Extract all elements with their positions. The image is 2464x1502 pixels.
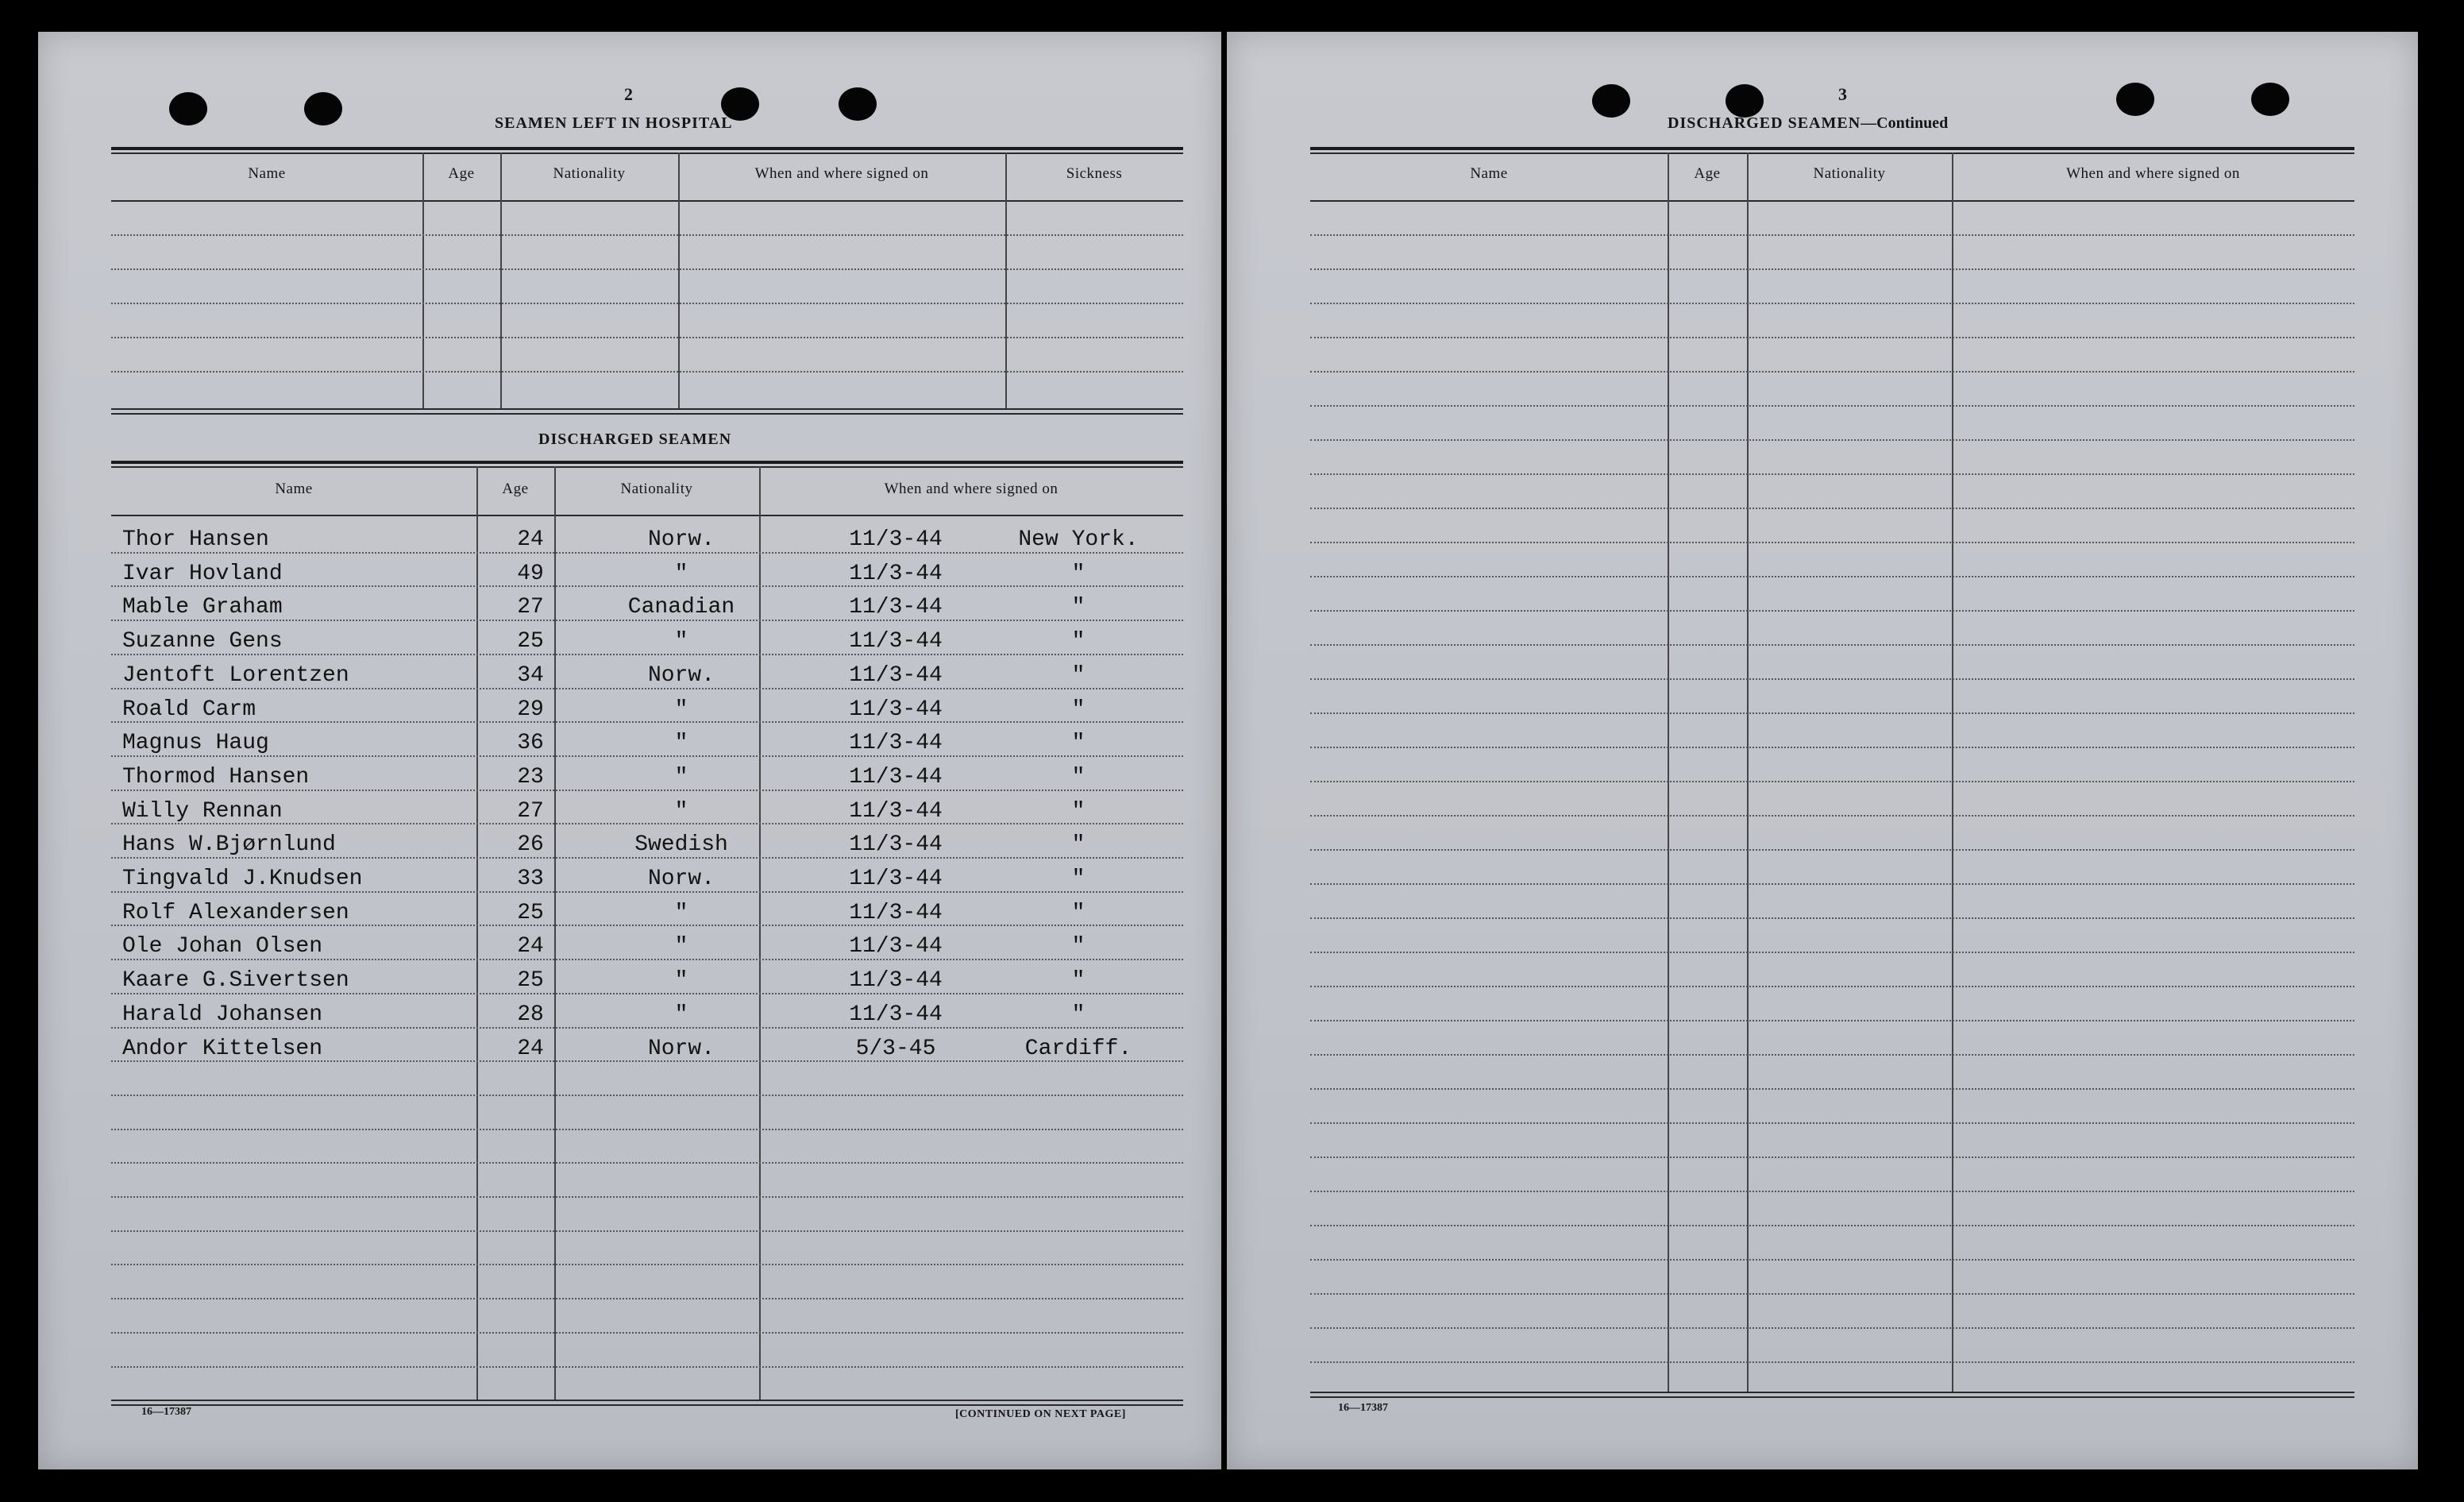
row-rule xyxy=(1310,1293,2354,1295)
seaman-nationality: " xyxy=(674,731,688,756)
row-rule xyxy=(111,1366,1183,1368)
row-rule xyxy=(111,1230,1183,1232)
rule xyxy=(111,200,1183,202)
row-rule xyxy=(1310,1327,2354,1329)
row-rule xyxy=(1310,712,2354,714)
row-rule xyxy=(111,337,1183,338)
seaman-nationality: Norw. xyxy=(647,867,715,891)
hospital-header-signed-on: When and where signed on xyxy=(754,165,929,182)
seaman-place: " xyxy=(1071,629,1085,654)
row-rule xyxy=(1310,815,2354,817)
row-rule xyxy=(1310,1259,2354,1261)
discharged-continued-title xyxy=(1668,114,1948,133)
seaman-name: Ivar Hovland xyxy=(122,561,283,586)
column-rule xyxy=(1747,153,1749,1392)
seaman-age: 23 xyxy=(517,764,544,790)
seaman-nationality: Norw. xyxy=(647,662,715,688)
seaman-date: 11/3-44 xyxy=(849,527,943,552)
row-rule xyxy=(1310,1225,2354,1226)
seaman-date: 11/3-44 xyxy=(849,731,943,756)
page-number: 2 xyxy=(624,84,633,104)
column-rule xyxy=(678,153,680,408)
seaman-age: 34 xyxy=(517,662,544,688)
seaman-date: 11/3-44 xyxy=(849,697,943,722)
row-rule xyxy=(111,790,1183,791)
seaman-age: 29 xyxy=(517,697,544,722)
seaman-age: 25 xyxy=(517,629,544,654)
hospital-header-sickness: Sickness xyxy=(1066,165,1123,182)
punch-hole xyxy=(1726,84,1764,118)
rule xyxy=(1310,147,2354,150)
column-rule xyxy=(500,153,502,408)
seaman-date: 11/3-44 xyxy=(849,968,943,994)
form-code: 16—17387 xyxy=(141,1406,191,1418)
seaman-date: 11/3-44 xyxy=(849,561,943,586)
column-rule xyxy=(1668,153,1669,1392)
row-rule xyxy=(1310,883,2354,885)
row-rule xyxy=(111,1060,1183,1062)
seaman-nationality: Norw. xyxy=(647,1036,715,1061)
row-rule xyxy=(1310,644,2354,646)
seaman-name: Willy Rennan xyxy=(122,798,283,824)
seaman-age: 25 xyxy=(517,968,544,994)
hospital-header-age: Age xyxy=(448,165,475,182)
row-rule xyxy=(1310,268,2354,270)
row-rule xyxy=(1310,678,2354,680)
seaman-nationality: " xyxy=(674,697,688,722)
seaman-name: Tingvald J.Knudsen xyxy=(122,867,363,891)
seaman-name: Mable Graham xyxy=(122,595,283,620)
seaman-name: Hans W.Bjørnlund xyxy=(122,832,336,858)
right-header-signed-on: When and where signed on xyxy=(2066,165,2240,182)
punch-hole xyxy=(2116,83,2154,116)
punch-hole xyxy=(304,92,342,125)
row-rule xyxy=(1310,952,2354,953)
row-rule xyxy=(1310,234,2354,236)
seaman-date: 11/3-44 xyxy=(849,867,943,891)
rule xyxy=(1310,153,2354,154)
column-rule xyxy=(422,153,424,408)
row-rule xyxy=(1310,337,2354,338)
seaman-date: 11/3-44 xyxy=(849,832,943,858)
seaman-nationality: " xyxy=(674,764,688,790)
row-rule xyxy=(1310,986,2354,987)
row-rule xyxy=(111,552,1183,554)
seaman-name: Jentoft Lorentzen xyxy=(122,662,349,688)
row-rule xyxy=(1310,405,2354,407)
row-rule xyxy=(111,925,1183,926)
column-rule xyxy=(1005,153,1007,408)
seaman-age: 25 xyxy=(517,900,544,925)
punch-hole xyxy=(839,87,877,121)
seaman-place: " xyxy=(1071,697,1085,722)
row-rule xyxy=(1310,1191,2354,1192)
row-rule xyxy=(111,688,1183,689)
seaman-name: Suzanne Gens xyxy=(122,629,283,654)
row-rule xyxy=(111,1332,1183,1334)
row-rule xyxy=(111,268,1183,270)
seaman-place: " xyxy=(1071,662,1085,688)
row-rule xyxy=(1310,849,2354,851)
seaman-date: 11/3-44 xyxy=(849,764,943,790)
hospital-header-name: Name xyxy=(248,165,286,182)
row-rule xyxy=(111,823,1183,824)
rule xyxy=(111,515,1183,516)
row-rule xyxy=(1310,542,2354,543)
row-rule xyxy=(111,721,1183,723)
hospital-header-nationality: Nationality xyxy=(553,165,626,182)
row-rule xyxy=(1310,303,2354,304)
column-rule xyxy=(1952,153,1953,1392)
discharged-section-title: DISCHARGED SEAMEN xyxy=(538,431,732,448)
seaman-date: 11/3-44 xyxy=(849,595,943,620)
seaman-name: Rolf Alexandersen xyxy=(122,900,349,925)
right-page xyxy=(1227,32,2418,1469)
seaman-nationality: " xyxy=(674,934,688,960)
seaman-place: " xyxy=(1071,595,1085,620)
seaman-name: Thor Hansen xyxy=(122,527,269,552)
seaman-date: 5/3-45 xyxy=(855,1036,936,1061)
row-rule xyxy=(111,857,1183,859)
row-rule xyxy=(111,234,1183,236)
seaman-place: " xyxy=(1071,764,1085,790)
seaman-nationality: Swedish xyxy=(634,832,728,858)
hospital-section-title: SEAMEN LEFT IN HOSPITAL xyxy=(495,114,733,132)
page-number: 3 xyxy=(1838,84,1847,104)
seaman-place: " xyxy=(1071,968,1085,994)
discharged-header-age: Age xyxy=(502,481,529,497)
title-text: DISCHARGED SEAMEN xyxy=(1668,114,1861,132)
seaman-name: Harald Johansen xyxy=(122,1002,323,1027)
seaman-date: 11/3-44 xyxy=(849,662,943,688)
seaman-date: 11/3-44 xyxy=(849,1002,943,1027)
row-rule xyxy=(1310,1020,2354,1021)
row-rule xyxy=(111,371,1183,373)
right-header-age: Age xyxy=(1694,165,1721,182)
seaman-nationality: Canadian xyxy=(627,595,735,620)
rule xyxy=(111,1400,1183,1401)
discharged-header-name: Name xyxy=(275,481,313,497)
row-rule xyxy=(1310,1122,2354,1124)
row-rule xyxy=(111,1095,1183,1096)
row-rule xyxy=(1310,576,2354,577)
punch-hole xyxy=(2251,83,2289,116)
left-page xyxy=(38,32,1221,1469)
rule xyxy=(111,153,1183,154)
column-rule xyxy=(476,466,478,1400)
rule xyxy=(111,461,1183,464)
row-rule xyxy=(111,755,1183,757)
row-rule xyxy=(1310,781,2354,782)
seaman-nationality: " xyxy=(674,968,688,994)
title-suffix: —Continued xyxy=(1861,114,1949,132)
seaman-nationality: Norw. xyxy=(647,527,715,552)
continued-note: [CONTINUED ON NEXT PAGE] xyxy=(955,1408,1126,1420)
rule xyxy=(111,466,1183,468)
seaman-age: 33 xyxy=(517,867,544,891)
seaman-age: 28 xyxy=(517,1002,544,1027)
seaman-place: " xyxy=(1071,561,1085,586)
seaman-age: 24 xyxy=(517,1036,544,1061)
row-rule xyxy=(1310,1361,2354,1363)
seaman-age: 24 xyxy=(517,527,544,552)
right-header-name: Name xyxy=(1470,165,1508,182)
seaman-place: " xyxy=(1071,867,1085,891)
form-code: 16—17387 xyxy=(1338,1402,1388,1414)
row-rule xyxy=(111,1027,1183,1029)
seaman-nationality: " xyxy=(674,1002,688,1027)
row-rule xyxy=(1310,917,2354,919)
rule xyxy=(1310,200,2354,202)
row-rule xyxy=(1310,1088,2354,1090)
rule xyxy=(111,1404,1183,1406)
seaman-date: 11/3-44 xyxy=(849,934,943,960)
row-rule xyxy=(111,1264,1183,1265)
rule xyxy=(111,408,1183,410)
row-rule xyxy=(1310,1156,2354,1158)
row-rule xyxy=(111,620,1183,621)
seaman-name: Andor Kittelsen xyxy=(122,1036,323,1061)
seaman-date: 11/3-44 xyxy=(849,900,943,925)
punch-hole xyxy=(1592,84,1630,118)
row-rule xyxy=(1310,747,2354,748)
row-rule xyxy=(1310,610,2354,612)
punch-hole xyxy=(169,92,207,125)
row-rule xyxy=(111,654,1183,655)
rule xyxy=(111,147,1183,150)
row-rule xyxy=(111,1129,1183,1130)
rule xyxy=(111,413,1183,415)
seaman-date: 11/3-44 xyxy=(849,798,943,824)
seaman-place: " xyxy=(1071,934,1085,960)
rule xyxy=(1310,1392,2354,1393)
row-rule xyxy=(111,1298,1183,1299)
seaman-date: 11/3-44 xyxy=(849,629,943,654)
row-rule xyxy=(1310,1054,2354,1056)
row-rule xyxy=(111,1196,1183,1198)
seaman-name: Thormod Hansen xyxy=(122,764,310,790)
row-rule xyxy=(111,585,1183,587)
row-rule xyxy=(111,1162,1183,1164)
seaman-place: " xyxy=(1071,1002,1085,1027)
seaman-name: Magnus Haug xyxy=(122,731,269,756)
seaman-place: " xyxy=(1071,900,1085,925)
seaman-age: 26 xyxy=(517,832,544,858)
seaman-age: 24 xyxy=(517,934,544,960)
seaman-name: Ole Johan Olsen xyxy=(122,934,323,960)
rule xyxy=(1310,1396,2354,1398)
row-rule xyxy=(1310,508,2354,509)
row-rule xyxy=(1310,371,2354,373)
seaman-nationality: " xyxy=(674,900,688,925)
seaman-nationality: " xyxy=(674,629,688,654)
row-rule xyxy=(111,959,1183,960)
seaman-age: 49 xyxy=(517,561,544,586)
row-rule xyxy=(1310,439,2354,441)
seaman-nationality: " xyxy=(674,561,688,586)
discharged-header-nationality: Nationality xyxy=(620,481,693,497)
row-rule xyxy=(111,891,1183,893)
row-rule xyxy=(111,993,1183,994)
seaman-age: 27 xyxy=(517,798,544,824)
seaman-age: 36 xyxy=(517,731,544,756)
seaman-place: " xyxy=(1071,798,1085,824)
seaman-nationality: " xyxy=(674,798,688,824)
seaman-name: Kaare G.Sivertsen xyxy=(122,968,349,994)
seaman-name: Roald Carm xyxy=(122,697,256,722)
seaman-place: Cardiff. xyxy=(1024,1036,1132,1061)
seaman-place: " xyxy=(1071,832,1085,858)
seaman-place: " xyxy=(1071,731,1085,756)
right-header-nationality: Nationality xyxy=(1813,165,1886,182)
discharged-header-signed-on: When and where signed on xyxy=(884,481,1058,497)
seaman-age: 27 xyxy=(517,595,544,620)
row-rule xyxy=(1310,473,2354,475)
row-rule xyxy=(111,303,1183,304)
seaman-place: New York. xyxy=(1018,527,1139,552)
